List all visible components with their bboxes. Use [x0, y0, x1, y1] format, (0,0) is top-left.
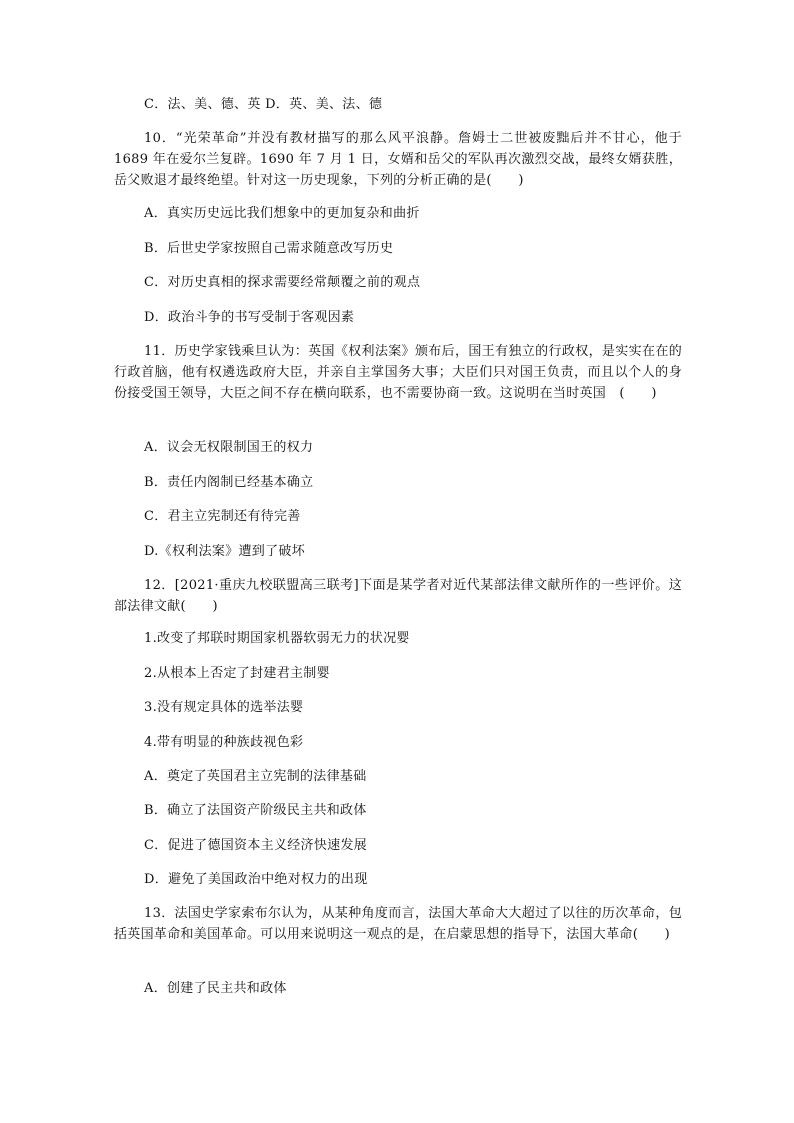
- q12-item-2: 2.从根本上否定了封建君主制婴: [144, 666, 330, 681]
- q12-item-3: 3.没有规定具体的选举法婴: [144, 700, 304, 715]
- q12-option-b: B．确立了法国资产阶级民主共和政体: [144, 803, 367, 818]
- q11-option-d: D.《权利法案》遭到了破坏: [144, 544, 305, 559]
- q11-option-b: B．责任内阁制已经基本确立: [144, 475, 314, 490]
- q11-stem: 11．历史学家钱乘旦认为：英国《权利法案》颁布后，国王有独立的行政权，是实实在在的行政首脑，他有权遴选政府大臣，并亲自主掌国务大事；大臣们只对国王负责，而且以个人的身份接受国王领导，大臣之间不存在横向联系，也不需要协商一致。这说明在当时英国 ( ): [114, 344, 682, 401]
- q11-option-c: C．君主立宪制还有待完善: [144, 509, 301, 524]
- q10-option-a: A．真实历史远比我们想象中的更加复杂和曲折: [144, 206, 420, 221]
- q10-option-b: B．后世史学家按照自己需求随意改写历史: [144, 241, 394, 256]
- q12-option-c: C．促进了德国资本主义经济快速发展: [144, 838, 368, 853]
- q10-option-c: C．对历史真相的探求需要经常颠覆之前的观点: [144, 275, 421, 290]
- q13-stem: 13．法国史学家索布尔认为，从某种角度而言，法国大革命大大超过了以往的历次革命，包括英国革命和美国革命。可以用来说明这一观点的是，在启蒙思想的指导下，法国大革命( ): [114, 906, 682, 942]
- q12-stem: 12．[2021·重庆九校联盟高三联考]下面是某学者对近代某部法律文献所作的一些评价。这部法律文献( ): [114, 578, 682, 614]
- q12-item-4: 4.带有明显的种族歧视色彩: [144, 735, 304, 750]
- q9-option-cd: C．法、美、德、英 D．英、美、法、德: [144, 97, 383, 112]
- q10-stem: 10．“光荣革命”并没有教材描写的那么风平浪静。詹姆士二世被废黜后并不甘心，他于 1689 年在爱尔兰复辟。1690 年 7 月 1 日，女婿和岳父的军队再次激烈交战，最终女婿获胜，岳父败退才最终绝望。针对这一历史现象，下列的分析正确的是( ): [114, 131, 682, 188]
- q12-item-1: 1.改变了邦联时期国家机器软弱无力的状况婴: [144, 631, 410, 646]
- q11-option-a: A．议会无权限制国王的权力: [144, 440, 314, 455]
- q10-option-d: D．政治斗争的书写受制于客观因素: [144, 310, 355, 325]
- q12-option-d: D．避免了美国政治中绝对权力的出现: [144, 872, 368, 887]
- q12-option-a: A．奠定了英国君主立宪制的法律基础: [144, 769, 367, 784]
- q13-option-a: A．创建了民主共和政体: [144, 981, 287, 996]
